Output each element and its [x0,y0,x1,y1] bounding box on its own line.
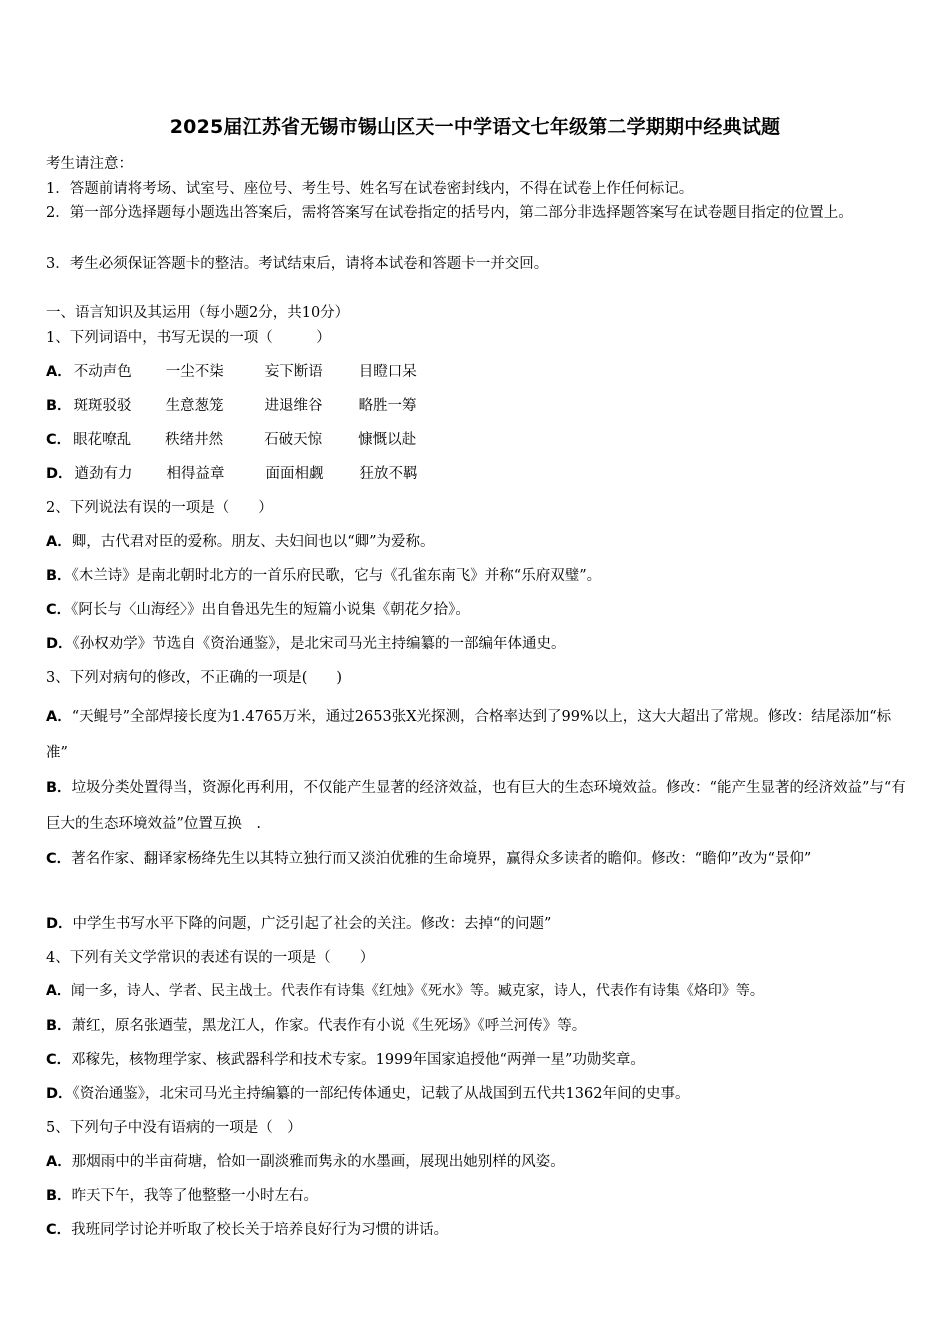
page-title: 2025届江苏省无锡市锡山区天一中学语文七年级第二学期期中经典试题 [169,116,781,138]
question-5-stem: 5、下列句子中没有语病的一项是（ ） [46,1120,302,1136]
question-4-stem: 4、下列有关文学常识的表述有误的一项是（ ） [46,950,375,966]
question-3-stem: 3、下列对病句的修改，不正确的一项是( ) [46,670,343,686]
q1-option-b[interactable]: B． 斑斑驳驳 生意葱笼 进退维谷 略胜一筹 [46,398,417,414]
q4-option-a[interactable]: A．闻一多，诗人、学者、民主战士。代表作有诗集《红烛》《死水》等。臧克家，诗人，代表作有诗集《烙印》等。 [46,983,764,999]
q2-option-d[interactable]: D．《孙权劝学》节选自《资治通鉴》，是北宋司马光主持编纂的一部编年体通史。 [46,636,566,652]
q3-option-d[interactable]: D．中学生书写水平下降的问题，广泛引起了社会的关注。修改：去掉“的问题” [46,916,552,932]
question-2-stem: 2、下列说法有误的一项是（ ） [46,500,273,516]
q2-option-a[interactable]: A．卿，古代君对臣的爱称。朋友、夫妇间也以“卿”为爱称。 [46,534,435,550]
question-1-stem: 1、下列词语中，书写无误的一项（ ） [46,330,331,346]
notice-item-1: 1．答题前请将考场、试室号、座位号、考生号、姓名写在试卷密封线内，不得在试卷上作任何标记。 [46,181,694,197]
q5-option-a[interactable]: A．那烟雨中的半亩荷塘，恰如一副淡雅而隽永的水墨画，展现出她别样的风姿。 [46,1154,565,1170]
q2-option-b[interactable]: B．《木兰诗》是南北朝时北方的一首乐府民歌，它与《孔雀东南飞》并称“乐府双璧”。 [46,568,602,584]
notice-heading: 考生请注意： [46,156,133,172]
q4-option-b[interactable]: B．萧红，原名张迺莹，黑龙江人，作家。代表作有小说《生死场》《呼兰河传》等。 [46,1018,587,1034]
q4-option-c[interactable]: C．邓稼先，核物理学家、核武器科学和技术专家。1999年国家追授他“两弹一星”功勋奖章。 [46,1052,645,1068]
q1-option-a[interactable]: A． 不动声色 一尘不柒 妄下断语 目瞪口呆 [46,364,417,380]
q1-option-d[interactable]: D． 遒劲有力 相得益章 面面相觑 狂放不羁 [46,466,418,482]
q5-option-c[interactable]: C．我班同学讨论并听取了校长关于培养良好行为习惯的讲话。 [46,1222,449,1238]
q5-option-b[interactable]: B．昨天下午，我等了他整整一小时左右。 [46,1188,319,1204]
q4-option-d[interactable]: D．《资治通鉴》，北宋司马光主持编纂的一部纪传体通史，记载了从战国到五代共1362年间的史事。 [46,1086,690,1102]
q3-option-a[interactable]: A．“天鲲号”全部焊接长度为1.4765万米，通过2653张X光探测，合格率达到了99%以上，这大大超出了常规。修改：结尾添加“标准” [46,709,892,761]
q1-option-c[interactable]: C． 眼花嘹乱 秩绪井然 石破天惊 慷慨以赴 [46,432,417,448]
q3-option-c[interactable]: C．著名作家、翻译家杨绛先生以其特立独行而又淡泊优雅的生命境界，赢得众多读者的瞻仰。修改：“瞻仰”改为“景仰” [46,851,812,867]
section-heading: 一、语言知识及其运用（每小题2分，共10分） [46,305,350,321]
q3-option-b[interactable]: B．垃圾分类处置得当，资源化再利用，不仅能产生显著的经济效益，也有巨大的生态环境效益。修改：“能产生显著的经济效益”与“有巨大的生态环境效益”位置互换 . [46,780,906,832]
q2-option-c[interactable]: C．《阿长与〈山海经〉》出自鲁迅先生的短篇小说集《朝花夕拾》。 [46,602,470,618]
notice-item-3: 3．考生必须保证答题卡的整洁。考试结束后，请将本试卷和答题卡一并交回。 [46,256,549,272]
notice-item-2: 2．第一部分选择题每小题选出答案后，需将答案写在试卷指定的括号内，第二部分非选择题答案写在试卷题目指定的位置上。 [46,205,853,221]
